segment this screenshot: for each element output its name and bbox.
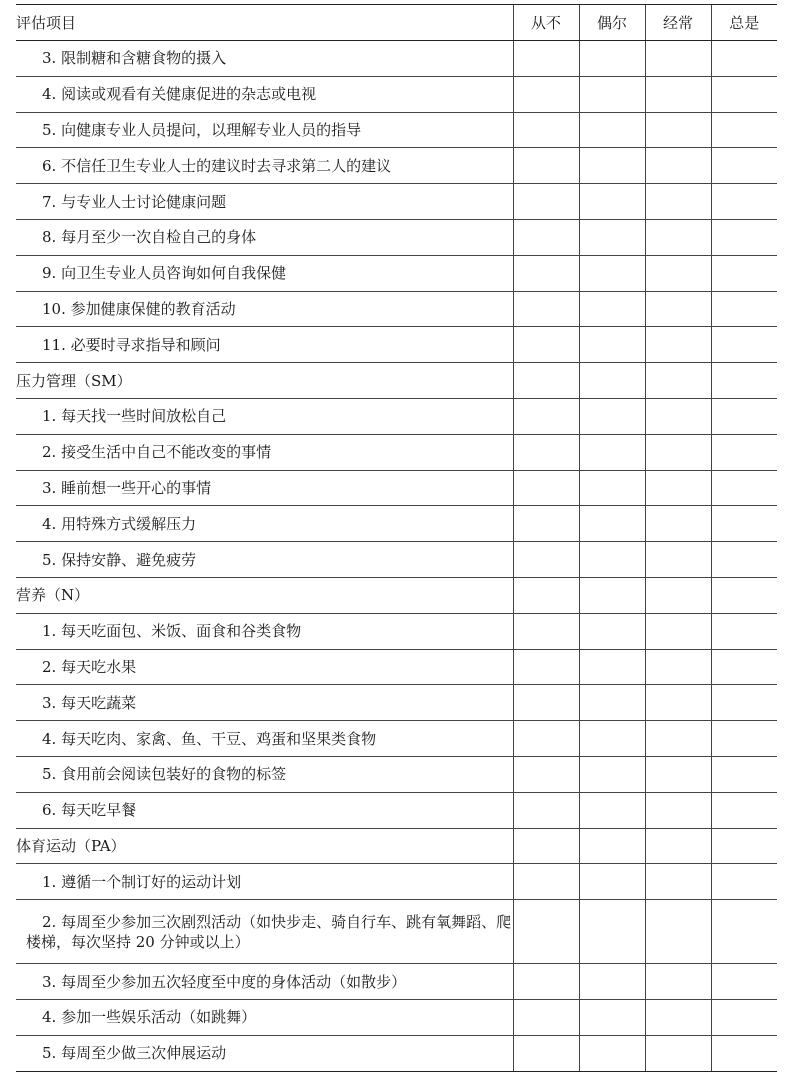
option-cell-never[interactable] xyxy=(513,900,579,964)
option-cell-sometimes[interactable] xyxy=(579,1035,645,1071)
option-cell-often[interactable] xyxy=(645,219,711,255)
option-cell-sometimes[interactable] xyxy=(579,291,645,327)
option-cell-sometimes[interactable] xyxy=(579,76,645,112)
item-text: 3. 每天吃蔬菜 xyxy=(16,685,513,721)
option-cell-always[interactable] xyxy=(711,398,777,434)
item-text: 5. 每周至少做三次伸展运动 xyxy=(16,1035,513,1071)
table-row xyxy=(16,756,777,792)
header-item: 评估项目 xyxy=(16,5,513,41)
option-cell-sometimes[interactable] xyxy=(579,613,645,649)
option-cell-often[interactable] xyxy=(645,792,711,828)
option-cell-always[interactable] xyxy=(711,434,777,470)
option-cell-sometimes xyxy=(579,363,645,399)
option-cell-never[interactable] xyxy=(513,291,579,327)
option-cell-sometimes[interactable] xyxy=(579,721,645,757)
option-cell-sometimes[interactable] xyxy=(579,434,645,470)
table-row xyxy=(16,864,777,900)
item-text: 6. 不信任卫生专业人士的建议时去寻求第二人的建议 xyxy=(16,148,513,184)
section-title: 体育运动（PA） xyxy=(16,828,513,864)
option-cell-never[interactable] xyxy=(513,685,579,721)
option-cell-always[interactable] xyxy=(711,327,777,363)
option-cell-always[interactable] xyxy=(711,148,777,184)
option-cell-always[interactable] xyxy=(711,900,777,964)
option-cell-always[interactable] xyxy=(711,864,777,900)
table-row xyxy=(16,327,777,363)
table-row xyxy=(16,398,777,434)
option-cell-often[interactable] xyxy=(645,76,711,112)
option-cell-often[interactable] xyxy=(645,900,711,964)
option-cell-often xyxy=(645,828,711,864)
option-cell-never[interactable] xyxy=(513,792,579,828)
option-cell-never[interactable] xyxy=(513,112,579,148)
option-cell-never[interactable] xyxy=(513,76,579,112)
option-cell-often[interactable] xyxy=(645,864,711,900)
option-cell-sometimes[interactable] xyxy=(579,756,645,792)
item-text: 7. 与专业人士讨论健康问题 xyxy=(16,184,513,220)
option-cell-never[interactable] xyxy=(513,255,579,291)
option-cell-never[interactable] xyxy=(513,1035,579,1071)
table-row xyxy=(16,76,777,112)
option-cell-always[interactable] xyxy=(711,291,777,327)
option-cell-often[interactable] xyxy=(645,685,711,721)
option-cell-never[interactable] xyxy=(513,184,579,220)
item-text: 8. 每月至少一次自检自己的身体 xyxy=(16,219,513,255)
item-text: 10. 参加健康保健的教育活动 xyxy=(16,291,513,327)
table-body xyxy=(16,5,777,1072)
option-cell-sometimes[interactable] xyxy=(579,685,645,721)
table-row xyxy=(16,148,777,184)
option-cell-never xyxy=(513,577,579,613)
option-cell-always[interactable] xyxy=(711,76,777,112)
table-row xyxy=(16,1035,777,1071)
table-row xyxy=(16,291,777,327)
option-cell-always[interactable] xyxy=(711,685,777,721)
option-cell-always[interactable] xyxy=(711,506,777,542)
table-row xyxy=(16,721,777,757)
item-text: 4. 每天吃肉、家禽、鱼、干豆、鸡蛋和坚果类食物 xyxy=(16,721,513,757)
option-cell-always xyxy=(711,363,777,399)
option-cell-always xyxy=(711,577,777,613)
item-text: 1. 每天吃面包、米饭、面食和谷类食物 xyxy=(16,613,513,649)
item-text: 2. 每周至少参加三次剧烈活动（如快步走、骑自行车、跳有氧舞蹈、爬楼梯，每次坚持 20 分钟或以上） xyxy=(16,900,513,964)
item-text: 6. 每天吃早餐 xyxy=(16,792,513,828)
option-cell-sometimes[interactable] xyxy=(579,148,645,184)
option-cell-never[interactable] xyxy=(513,41,579,77)
option-cell-never[interactable] xyxy=(513,327,579,363)
option-cell-always[interactable] xyxy=(711,964,777,1000)
option-cell-sometimes[interactable] xyxy=(579,999,645,1035)
option-cell-always[interactable] xyxy=(711,184,777,220)
option-cell-always[interactable] xyxy=(711,255,777,291)
table-row xyxy=(16,184,777,220)
option-cell-always[interactable] xyxy=(711,792,777,828)
table-row xyxy=(16,649,777,685)
option-cell-sometimes[interactable] xyxy=(579,112,645,148)
option-cell-sometimes[interactable] xyxy=(579,184,645,220)
option-cell-often[interactable] xyxy=(645,434,711,470)
option-cell-often[interactable] xyxy=(645,964,711,1000)
option-cell-always[interactable] xyxy=(711,112,777,148)
option-cell-sometimes[interactable] xyxy=(579,398,645,434)
option-cell-sometimes[interactable] xyxy=(579,542,645,578)
option-cell-often[interactable] xyxy=(645,291,711,327)
option-cell-often[interactable] xyxy=(645,649,711,685)
table-row xyxy=(16,999,777,1035)
item-text: 4. 用特殊方式缓解压力 xyxy=(16,506,513,542)
table-row xyxy=(16,613,777,649)
option-cell-often[interactable] xyxy=(645,756,711,792)
option-cell-sometimes xyxy=(579,577,645,613)
option-cell-never xyxy=(513,828,579,864)
item-text: 2. 接受生活中自己不能改变的事情 xyxy=(16,434,513,470)
option-cell-never[interactable] xyxy=(513,864,579,900)
option-cell-never[interactable] xyxy=(513,148,579,184)
option-cell-often[interactable] xyxy=(645,506,711,542)
option-cell-never[interactable] xyxy=(513,756,579,792)
option-cell-sometimes[interactable] xyxy=(579,864,645,900)
option-cell-always[interactable] xyxy=(711,1035,777,1071)
option-cell-sometimes[interactable] xyxy=(579,964,645,1000)
option-cell-never[interactable] xyxy=(513,649,579,685)
option-cell-sometimes xyxy=(579,828,645,864)
table-row xyxy=(16,255,777,291)
option-cell-sometimes[interactable] xyxy=(579,41,645,77)
option-cell-sometimes[interactable] xyxy=(579,470,645,506)
option-cell-often[interactable] xyxy=(645,148,711,184)
item-text: 2. 每天吃水果 xyxy=(16,649,513,685)
table-row xyxy=(16,542,777,578)
option-cell-sometimes[interactable] xyxy=(579,219,645,255)
item-text: 3. 睡前想一些开心的事情 xyxy=(16,470,513,506)
item-text: 3. 限制糖和含糖食物的摄入 xyxy=(16,41,513,77)
option-cell-never[interactable] xyxy=(513,721,579,757)
section-row xyxy=(16,828,777,864)
option-cell-always[interactable] xyxy=(711,756,777,792)
option-cell-always xyxy=(711,828,777,864)
option-cell-often[interactable] xyxy=(645,542,711,578)
header-row xyxy=(16,5,777,41)
item-text: 4. 参加一些娱乐活动（如跳舞） xyxy=(16,999,513,1035)
option-cell-never[interactable] xyxy=(513,398,579,434)
option-cell-always[interactable] xyxy=(711,721,777,757)
option-cell-often[interactable] xyxy=(645,721,711,757)
item-text: 1. 遵循一个制订好的运动计划 xyxy=(16,864,513,900)
table-row xyxy=(16,470,777,506)
option-cell-often[interactable] xyxy=(645,255,711,291)
table-row xyxy=(16,964,777,1000)
option-cell-never[interactable] xyxy=(513,470,579,506)
header-option-often: 经常 xyxy=(645,5,711,41)
option-cell-sometimes[interactable] xyxy=(579,506,645,542)
item-text: 4. 阅读或观看有关健康促进的杂志或电视 xyxy=(16,76,513,112)
option-cell-never[interactable] xyxy=(513,964,579,1000)
table-row xyxy=(16,685,777,721)
header-option-sometimes: 偶尔 xyxy=(579,5,645,41)
option-cell-always[interactable] xyxy=(711,219,777,255)
option-cell-often[interactable] xyxy=(645,327,711,363)
table-row xyxy=(16,434,777,470)
option-cell-always[interactable] xyxy=(711,649,777,685)
section-row xyxy=(16,363,777,399)
option-cell-never[interactable] xyxy=(513,999,579,1035)
option-cell-always[interactable] xyxy=(711,470,777,506)
table-row xyxy=(16,792,777,828)
option-cell-often[interactable] xyxy=(645,613,711,649)
header-option-always: 总是 xyxy=(711,5,777,41)
option-cell-often[interactable] xyxy=(645,184,711,220)
option-cell-always[interactable] xyxy=(711,542,777,578)
option-cell-never[interactable] xyxy=(513,506,579,542)
table-row xyxy=(16,112,777,148)
option-cell-always[interactable] xyxy=(711,613,777,649)
option-cell-sometimes[interactable] xyxy=(579,900,645,964)
option-cell-always[interactable] xyxy=(711,41,777,77)
table-row xyxy=(16,900,777,964)
table-row xyxy=(16,219,777,255)
option-cell-never[interactable] xyxy=(513,219,579,255)
item-text: 5. 向健康专业人员提问，以理解专业人员的指导 xyxy=(16,112,513,148)
section-row xyxy=(16,577,777,613)
option-cell-sometimes[interactable] xyxy=(579,792,645,828)
item-text: 5. 保持安静、避免疲劳 xyxy=(16,542,513,578)
option-cell-sometimes[interactable] xyxy=(579,255,645,291)
assessment-table xyxy=(16,4,777,1072)
option-cell-often[interactable] xyxy=(645,112,711,148)
item-text: 9. 向卫生专业人员咨询如何自我保健 xyxy=(16,255,513,291)
item-text: 3. 每周至少参加五次轻度至中度的身体活动（如散步） xyxy=(16,964,513,1000)
header-option-never: 从不 xyxy=(513,5,579,41)
option-cell-often[interactable] xyxy=(645,41,711,77)
table-row xyxy=(16,41,777,77)
item-text: 1. 每天找一些时间放松自己 xyxy=(16,398,513,434)
section-title: 压力管理（SM） xyxy=(16,363,513,399)
option-cell-sometimes[interactable] xyxy=(579,327,645,363)
table-row xyxy=(16,506,777,542)
item-text: 5. 食用前会阅读包装好的食物的标签 xyxy=(16,756,513,792)
section-title: 营养（N） xyxy=(16,577,513,613)
option-cell-often xyxy=(645,363,711,399)
option-cell-often[interactable] xyxy=(645,1035,711,1071)
option-cell-often[interactable] xyxy=(645,999,711,1035)
option-cell-never xyxy=(513,363,579,399)
option-cell-never[interactable] xyxy=(513,613,579,649)
option-cell-often[interactable] xyxy=(645,470,711,506)
option-cell-often xyxy=(645,577,711,613)
item-text: 11. 必要时寻求指导和顾问 xyxy=(16,327,513,363)
option-cell-never[interactable] xyxy=(513,434,579,470)
option-cell-sometimes[interactable] xyxy=(579,649,645,685)
option-cell-always[interactable] xyxy=(711,999,777,1035)
option-cell-often[interactable] xyxy=(645,398,711,434)
option-cell-never[interactable] xyxy=(513,542,579,578)
